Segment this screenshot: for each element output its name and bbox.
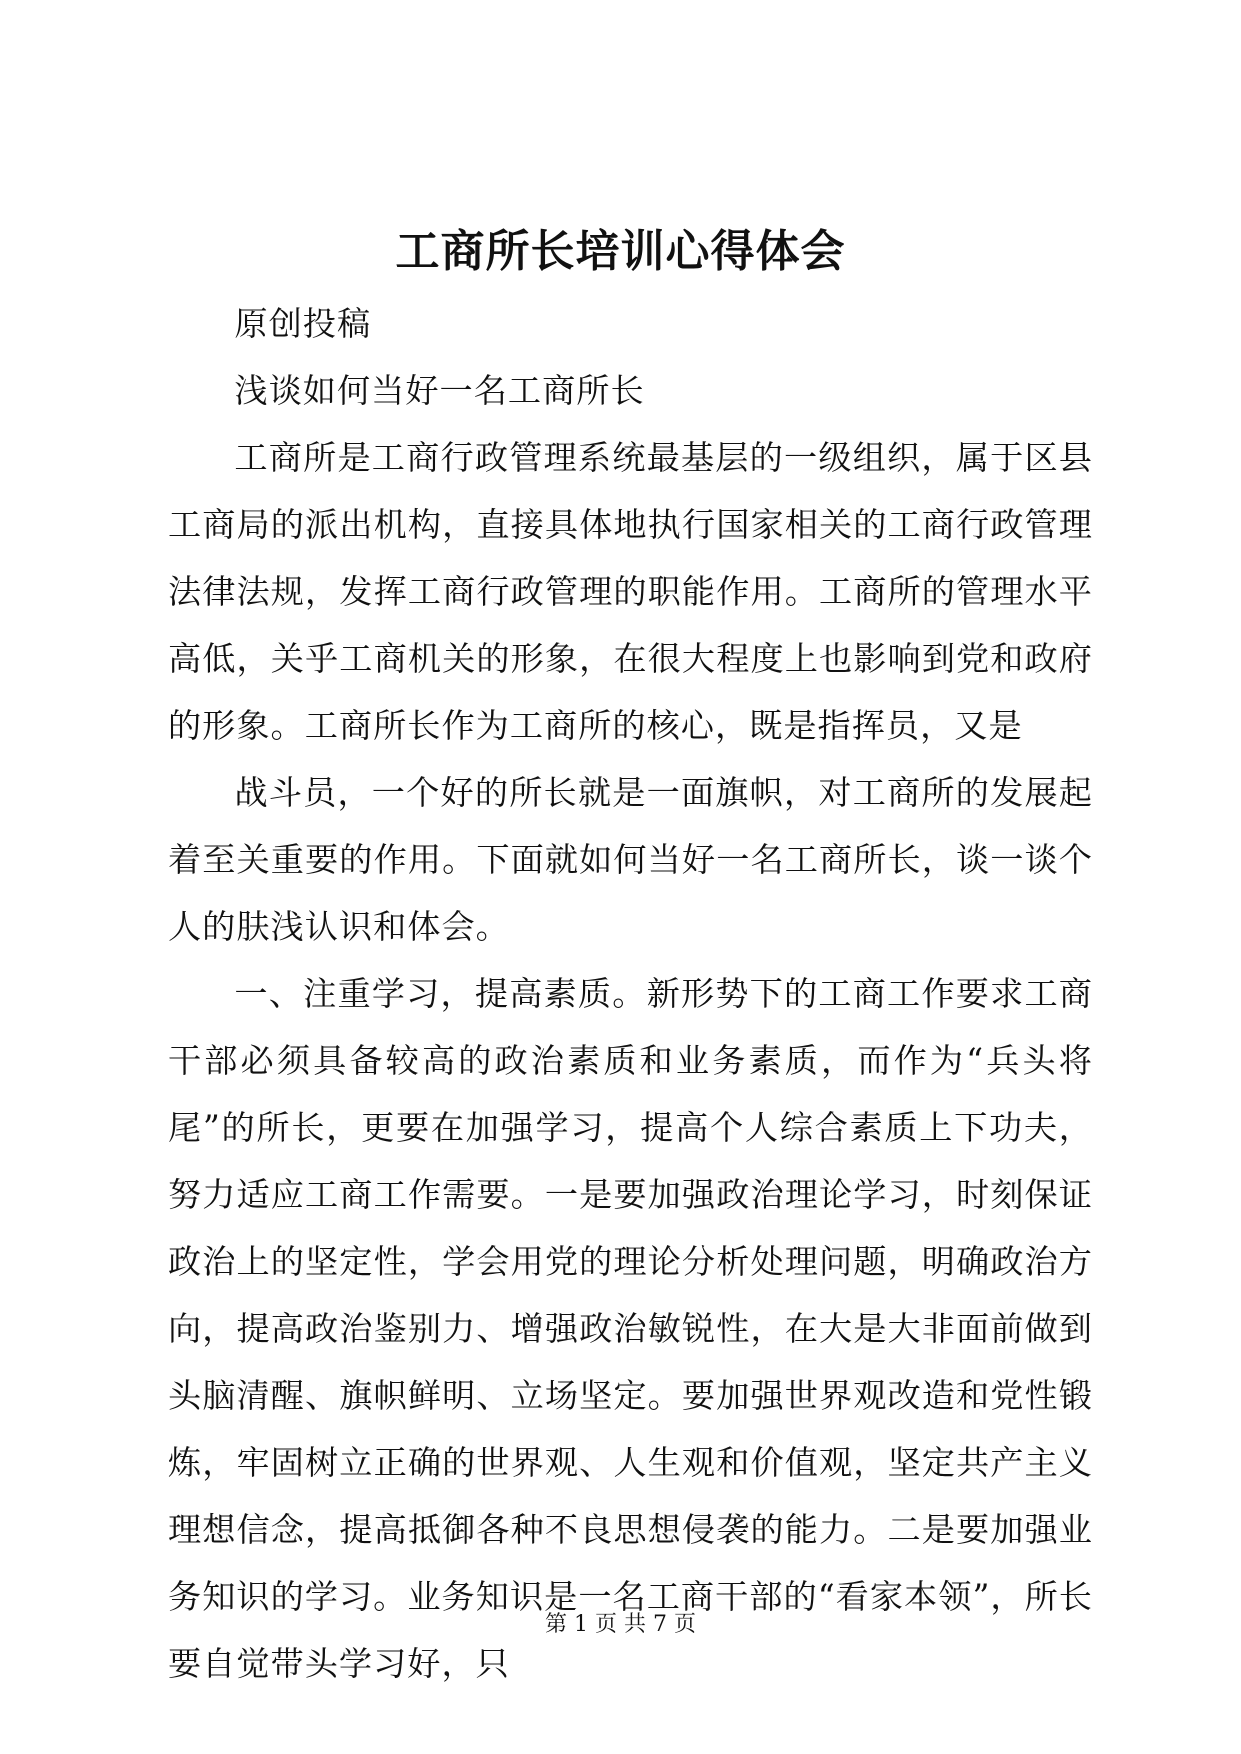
document-title: 工商所长培训心得体会 [395,226,846,277]
paragraph-role: 战斗员，一个好的所长就是一面旗帜，对工商所的发展起着至关重要的作用。下面就如何当好一名工商所长，谈一谈个人的肤浅认识和体会。 [168,773,1093,946]
paragraph-source: 原创投稿 [234,304,372,343]
document-body [168,290,1093,1697]
page-footer: 第 1 页 共 7 页 [545,1612,696,1637]
paragraph-intro: 工商所是工商行政管理系统最基层的一级组织，属于区县工商局的派出机构，直接具体地执行国家相关的工商行政管理法律法规，发挥工商行政管理的职能作用。工商所的管理水平高低，关乎工商机关的形象，在很大程度上也影响到党和政府的形象。工商所长作为工商所的核心，既是指挥员，又是 [168,438,1093,745]
paragraph-study: 一、注重学习，提高素质。新形势下的工商工作要求工商干部必须具备较高的政治素质和业务素质，而作为“兵头将尾”的所长，更要在加强学习，提高个人综合素质上下功夫，努力适应工商工作需要。一是要加强政治理论学习，时刻保证政治上的坚定性，学会用党的理论分析处理问题，明确政治方向，提高政治鉴别力、增强政治敏锐性，在大是大非面前做到头脑清醒、旗帜鲜明、立场坚定。要加强世界观改造和党性锻炼，牢固树立正确的世界观、人生观和价值观，坚定共产主义理想信念，提高抵御各种不良思想侵袭的能力。二是要加强业务知识的学习。业务知识是一名工商干部的“看家本领”，所长要自觉带头学习好，只 [168,974,1093,1683]
paragraph-subtitle: 浅谈如何当好一名工商所长 [234,371,645,410]
